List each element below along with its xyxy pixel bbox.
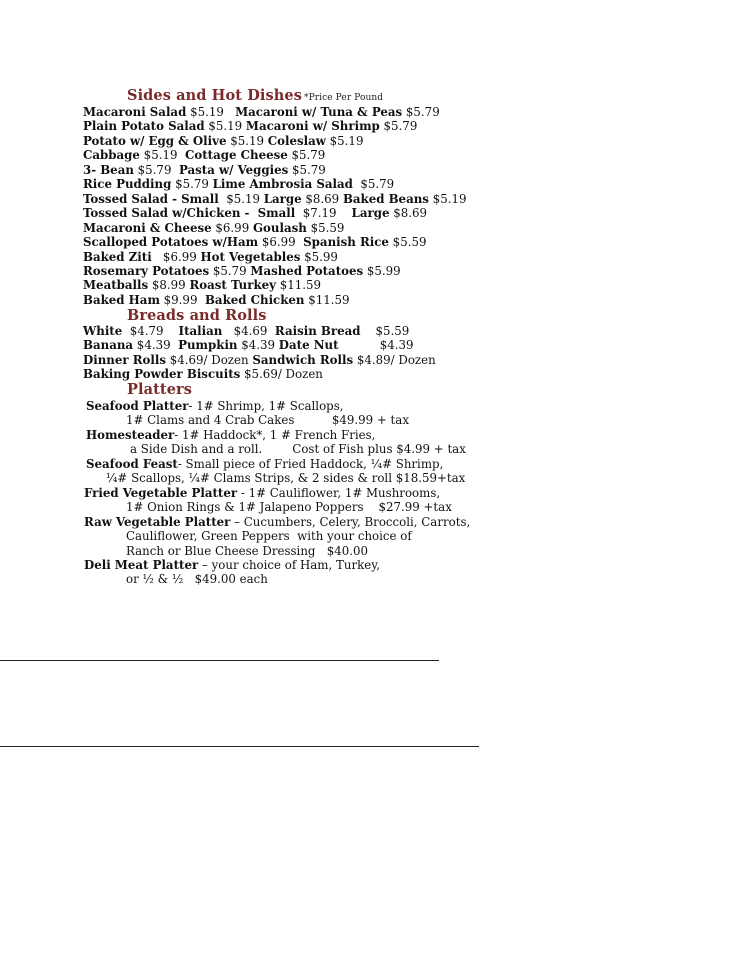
sides-menu-line [83, 105, 440, 119]
sides-menu-line [83, 221, 344, 235]
item-detail: $5.19 [139, 148, 185, 163]
platters-menu-line [126, 572, 268, 586]
item-name: Baked Chicken [204, 292, 305, 307]
item-detail: $11.59 [304, 292, 350, 307]
sides-menu-line [83, 148, 325, 162]
item-detail: Ranch or Blue Cheese Dressing $40.00 [126, 543, 369, 558]
sides-heading [127, 87, 383, 104]
item-detail: $5.79 [171, 177, 213, 192]
item-name: Seafood Feast [86, 456, 178, 471]
item-name: Seafood Platter [86, 399, 189, 413]
sides-menu-line [83, 278, 321, 292]
item-detail: $6.99 [151, 249, 201, 264]
platters-menu-line [86, 428, 375, 442]
item-detail: $5.59 [388, 235, 427, 250]
item-detail: $4.39 [338, 338, 414, 353]
item-name: Meatballs [83, 278, 149, 293]
item-detail: $5.79 [402, 105, 440, 119]
item-detail: $5.19 [186, 105, 236, 119]
sides-menu-line [83, 119, 417, 133]
item-detail: $5.19 [218, 191, 264, 206]
platters-menu-line [126, 413, 409, 427]
item-name: Macaroni & Cheese [83, 220, 212, 235]
item-detail: - 1# Cauliflower, 1# Mushrooms, [237, 485, 441, 500]
item-detail: $5.79 [288, 162, 326, 177]
item-detail: $7.19 [295, 206, 352, 221]
item-detail: $4.79 [122, 324, 179, 338]
item-detail: $5.69/ Dozen [240, 366, 323, 381]
sides-menu-line [83, 134, 363, 148]
item-name: Baked Ham [83, 292, 160, 307]
divider-line-1 [0, 660, 439, 661]
breads-menu-line [83, 338, 414, 352]
item-name: Raisin Bread [274, 324, 361, 338]
divider-line-2 [0, 746, 479, 747]
item-detail: 1# Onion Rings & 1# Jalapeno Poppers $27.99 +tax [126, 500, 452, 515]
breads-menu-line [83, 324, 409, 338]
item-detail: $9.99 [159, 292, 205, 307]
item-name: Sandwich Rolls [252, 352, 354, 367]
item-detail: 1# Clams and 4 Crab Cakes $49.99 + tax [126, 413, 409, 428]
item-name: Plain Potato Salad [83, 119, 205, 134]
item-detail: $5.99 [363, 263, 401, 278]
item-detail: $5.99 [300, 249, 338, 264]
price-per-pound-note: *Price Per Pound [303, 93, 384, 103]
item-name: Baking Powder Biscuits [83, 366, 241, 381]
item-detail: – your choice of Ham, Turkey, [198, 557, 381, 572]
platters-heading: Platters [127, 381, 193, 398]
item-name: Italian [178, 324, 223, 338]
item-detail: $5.59 [360, 324, 410, 338]
item-name: Fried Vegetable Platter [84, 485, 238, 500]
item-detail: $4.39 [133, 338, 179, 353]
item-detail: $5.79 [379, 119, 418, 134]
item-detail: $11.59 [275, 278, 322, 293]
item-detail: $8.99 [148, 278, 190, 293]
sides-menu-line [83, 163, 326, 177]
item-name: Cabbage [83, 148, 140, 163]
sides-menu-line [83, 235, 426, 249]
item-detail: $5.19 [226, 133, 268, 148]
item-name: Potato w/ Egg & Olive [83, 133, 227, 148]
item-name: Dinner Rolls [83, 352, 166, 367]
item-name: Lime Ambrosia Salad [212, 177, 353, 192]
item-name: Scalloped Potatoes w/Ham [83, 235, 259, 250]
item-name: Rosemary Potatoes [83, 263, 210, 278]
item-name: White [83, 324, 123, 338]
item-name: Cottage Cheese [184, 148, 288, 163]
item-name: Tossed Salad w/Chicken - Small [83, 206, 296, 221]
sides-menu-line [83, 177, 394, 191]
item-name: Banana [83, 338, 134, 353]
item-detail: $5.19 [204, 119, 246, 134]
item-name: Macaroni Salad [83, 105, 187, 119]
item-detail: – Cucumbers, Celery, Broccoli, Carrots, [230, 514, 471, 529]
item-detail: $5.79 [352, 177, 395, 192]
sides-menu-line [83, 192, 466, 206]
item-name: Large [263, 191, 302, 206]
item-detail: - 1# Haddock*, 1 # French Fries, [174, 427, 376, 442]
breads-menu-line [83, 367, 323, 381]
item-detail: $6.99 [258, 235, 304, 250]
item-name: Baked Ziti [83, 249, 152, 264]
item-detail: $5.79 [209, 263, 251, 278]
item-name: 3- Bean [83, 162, 134, 177]
platters-menu-line [84, 486, 440, 500]
item-name: Pasta w/ Veggies [178, 162, 289, 177]
item-detail: - Small piece of Fried Haddock, ¼# Shrimp, [177, 456, 444, 471]
breads-menu-line [83, 353, 436, 367]
item-name: Date Nut [278, 338, 339, 353]
item-detail: $4.39 [237, 338, 279, 353]
platters-menu-line [84, 558, 380, 572]
item-detail: ¼# Scallops, ¼# Clams Strips, & 2 sides & roll $18.59+tax [106, 471, 466, 486]
item-detail: a Side Dish and a roll. Cost of Fish plus $4.99 + tax [130, 442, 466, 457]
item-name: Hot Vegetables [200, 249, 301, 264]
item-detail: $4.69 [222, 324, 275, 338]
platters-menu-line [126, 544, 368, 558]
sides-menu-line [83, 206, 427, 220]
item-name: Homesteader [86, 427, 175, 442]
item-detail: $5.19 [325, 133, 364, 148]
item-name: Pumpkin [178, 338, 238, 353]
item-name: Goulash [252, 220, 307, 235]
item-name: Large [351, 206, 390, 221]
platters-menu-line [106, 471, 465, 485]
item-name: Coleslaw [267, 133, 326, 148]
item-name: Tossed Salad - Small [83, 191, 219, 206]
platters-menu-line [86, 457, 443, 471]
item-detail: $8.69 [301, 191, 343, 206]
item-detail: or ½ & ½ $49.00 each [126, 572, 268, 587]
item-name: Macaroni w/ Tuna & Peas [235, 105, 403, 119]
platters-menu-line [126, 529, 412, 543]
item-name: Rice Pudding [83, 177, 172, 192]
sides-menu-line [83, 250, 338, 264]
item-name: Baked Beans [342, 191, 429, 206]
item-name: Roast Turkey [189, 278, 276, 293]
sides-menu-line [83, 293, 350, 307]
breads-heading: Breads and Rolls [127, 307, 267, 324]
sides-title: Sides and Hot Dishes [127, 87, 302, 104]
item-detail: Cauliflower, Green Peppers with your choice of [126, 529, 412, 544]
item-detail: $4.89/ Dozen [353, 352, 436, 367]
item-name: Mashed Potatoes [250, 263, 364, 278]
item-name: Macaroni w/ Shrimp [245, 119, 380, 134]
item-name: Raw Vegetable Platter [84, 514, 231, 529]
item-detail: $5.79 [133, 162, 179, 177]
platters-menu-line [86, 399, 344, 413]
item-detail: - 1# Shrimp, 1# Scallops, [188, 399, 344, 413]
item-name: Spanish Rice [303, 235, 389, 250]
item-name: Deli Meat Platter [84, 557, 199, 572]
item-detail: $4.69/ Dozen [165, 352, 253, 367]
platters-menu-line [126, 500, 452, 514]
sides-menu-line [83, 264, 401, 278]
item-detail: $6.99 [211, 220, 253, 235]
platters-menu-line [84, 515, 470, 529]
platters-menu-line [130, 442, 466, 456]
item-detail: $5.59 [306, 220, 345, 235]
item-detail: $8.69 [389, 206, 427, 221]
item-detail: $5.19 [428, 191, 467, 206]
item-detail: $5.79 [287, 148, 326, 163]
